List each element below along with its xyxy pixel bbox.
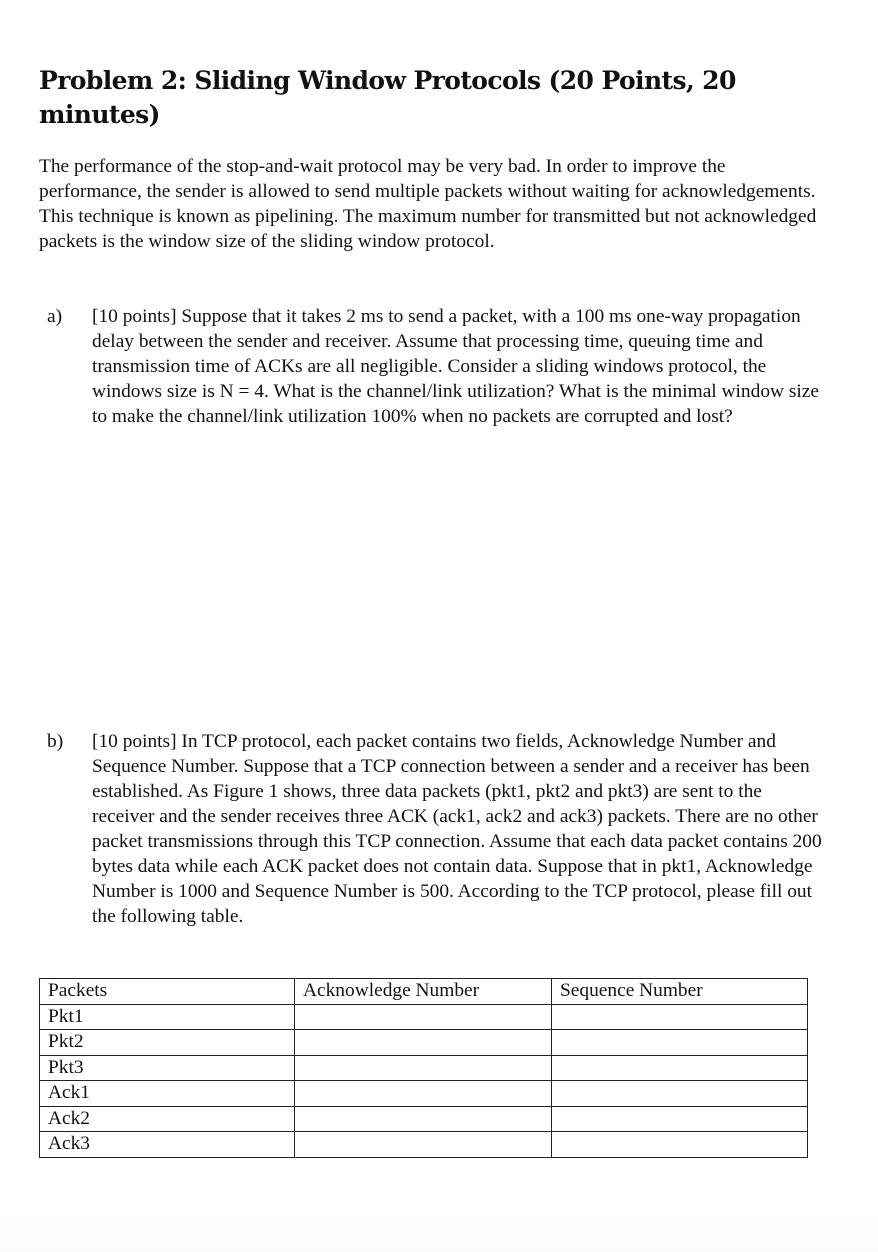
packet-cell: Ack2 bbox=[40, 1106, 295, 1132]
question-a bbox=[39, 304, 829, 429]
seq-number-cell bbox=[552, 1106, 808, 1132]
seq-number-cell bbox=[552, 1030, 808, 1056]
table-row bbox=[40, 1132, 808, 1158]
packet-cell: Pkt1 bbox=[40, 1004, 295, 1030]
table-row bbox=[40, 1081, 808, 1107]
ack-number-cell bbox=[295, 1132, 552, 1158]
header-sequence-number: Sequence Number bbox=[552, 979, 808, 1005]
tcp-answer-table bbox=[39, 978, 808, 1158]
packet-cell: Ack3 bbox=[40, 1132, 295, 1158]
question-b-text: [10 points] In TCP protocol, each packet contains two fields, Acknowledge Number and Sequence Number. Suppose that a TCP connection between a sender and a receiver has been established. As Figure 1 shows, three data packets (pkt1, pkt2 and pkt3) are sent to the receiver and the sender receives three ACK (ack1, ack2 and ack3) packets. There are no other packet transmissions through this TCP connection. Assume that each data packet contains 200 bytes data while each ACK packet does not contain data. Suppose that in pkt1, Acknowledge Number is 1000 and Sequence Number is 500. According to the TCP protocol, please fill out the following table. bbox=[92, 731, 822, 927]
packet-cell: Pkt2 bbox=[40, 1030, 295, 1056]
problem-intro: The performance of the stop-and-wait protocol may be very bad. In order to improve the performance, the sender is allowed to send multiple packets without waiting for acknowledgements. This technique is known as pipelining. The maximum number for transmitted but not acknowledged packets is the window size of the sliding window protocol. bbox=[39, 156, 817, 252]
ack-number-cell bbox=[295, 1004, 552, 1030]
problem-title: Problem 2: Sliding Window Protocols (20 Points, 20 minutes) bbox=[39, 66, 736, 129]
packet-cell: Ack1 bbox=[40, 1081, 295, 1107]
seq-number-cell bbox=[552, 1004, 808, 1030]
table-row bbox=[40, 1004, 808, 1030]
table-row bbox=[40, 1055, 808, 1081]
ack-number-cell bbox=[295, 1081, 552, 1107]
seq-number-cell bbox=[552, 1081, 808, 1107]
seq-number-cell bbox=[552, 1055, 808, 1081]
question-a-marker: a) bbox=[47, 306, 63, 327]
question-a-text: [10 points] Suppose that it takes 2 ms to send a packet, with a 100 ms one-way propagation delay between the sender and receiver. Assume that processing time, queuing time and transmission time of ACKs are all negligible. Consider a sliding windows protocol, the windows size is N = 4. What is the channel/link utilization? What is the minimal window size to make the channel/link utilization 100% when no packets are corrupted and lost? bbox=[92, 306, 820, 427]
ack-number-cell bbox=[295, 1055, 552, 1081]
table-row bbox=[40, 1030, 808, 1056]
header-acknowledge-number: Acknowledge Number bbox=[295, 979, 552, 1005]
question-b-marker: b) bbox=[47, 731, 64, 752]
header-packets: Packets bbox=[40, 979, 295, 1005]
ack-number-cell bbox=[295, 1030, 552, 1056]
ack-number-cell bbox=[295, 1106, 552, 1132]
packet-cell: Pkt3 bbox=[40, 1055, 295, 1081]
question-b bbox=[39, 729, 829, 929]
table-row bbox=[40, 1106, 808, 1132]
table-header-row bbox=[40, 979, 808, 1005]
seq-number-cell bbox=[552, 1132, 808, 1158]
